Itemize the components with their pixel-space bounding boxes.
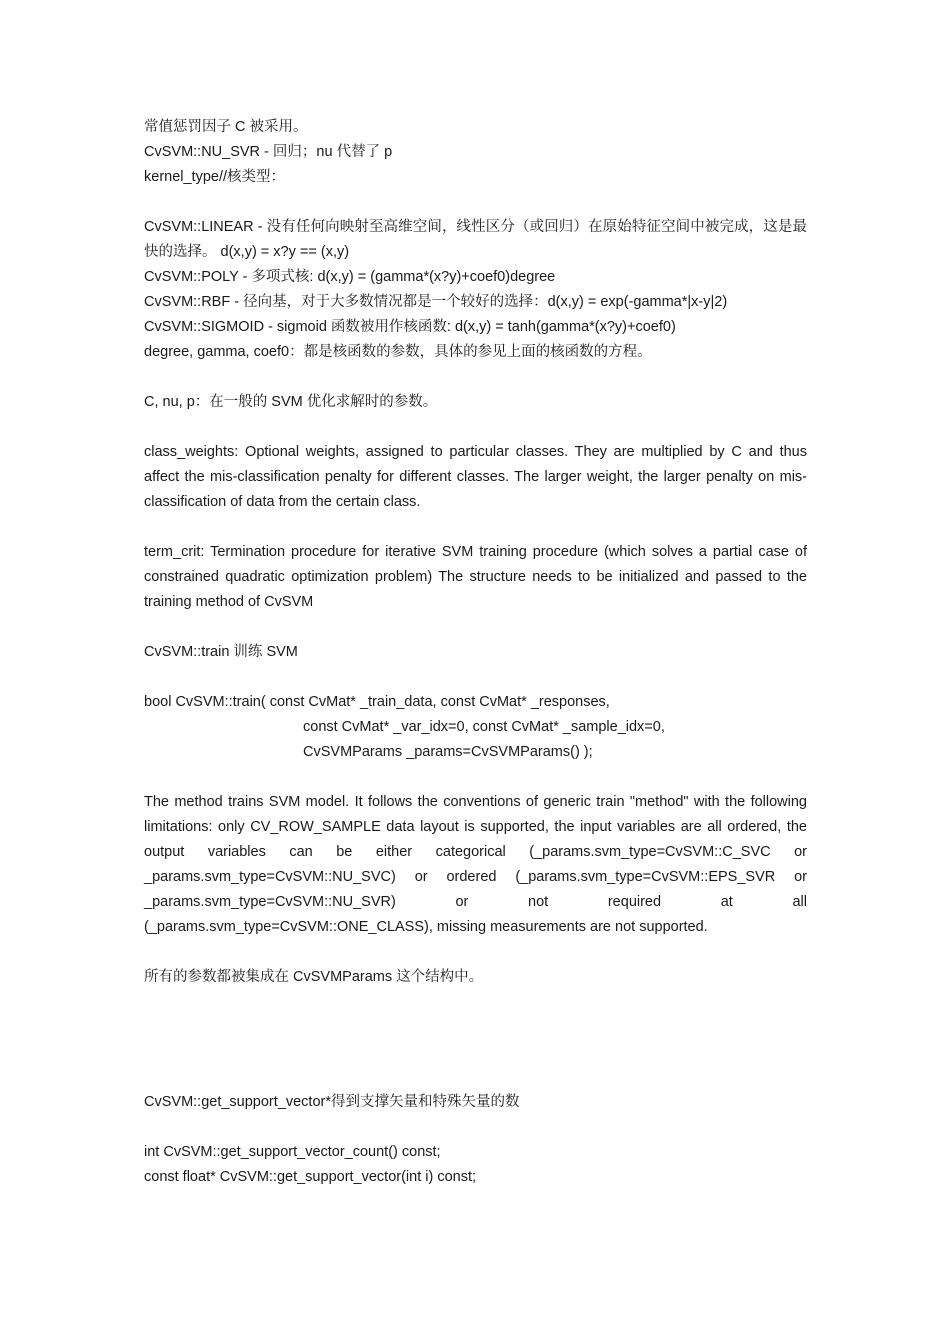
code-line: bool CvSVM::train( const CvMat* _train_data, const CvMat* _responses, bbox=[144, 694, 610, 710]
blank-line bbox=[144, 365, 807, 390]
code-line: const CvMat* _var_idx=0, const CvMat* _sample_idx=0, bbox=[303, 719, 665, 735]
blank-line bbox=[144, 765, 807, 790]
code-line: int CvSVM::get_support_vector_count() const; bbox=[144, 1144, 441, 1160]
code-line: CvSVMParams _params=CvSVMParams() ); bbox=[303, 744, 593, 760]
text-line: 常值惩罚因子 C 被采用。 bbox=[144, 119, 308, 135]
params-struct-line: 所有的参数都被集成在 CvSVMParams 这个结构中。 bbox=[144, 969, 484, 985]
section-heading-train: CvSVM::train 训练 SVM bbox=[144, 644, 298, 660]
blank-space bbox=[144, 990, 807, 1090]
blank-line bbox=[144, 940, 807, 965]
kernel-rbf-line: CvSVM::RBF - 径向基，对于大多数情况都是一个较好的选择：d(x,y) = exp(-gamma*|x-y|2) bbox=[144, 294, 728, 310]
blank-line bbox=[144, 665, 807, 690]
kernel-sigmoid-line: CvSVM::SIGMOID - sigmoid 函数被用作核函数: d(x,y) = tanh(gamma*(x?y)+coef0) bbox=[144, 319, 676, 335]
blank-line bbox=[144, 190, 807, 215]
text-line: kernel_type//核类型： bbox=[144, 169, 286, 185]
section-heading-support-vector: CvSVM::get_support_vector*得到支撑矢量和特殊矢量的数 bbox=[144, 1094, 520, 1110]
svm-params-line: C, nu, p：在一般的 SVM 优化求解时的参数。 bbox=[144, 394, 438, 410]
document-content bbox=[144, 115, 807, 1190]
text-line: CvSVM::NU_SVR - 回归；nu 代替了 p bbox=[144, 144, 393, 160]
kernel-poly-line: CvSVM::POLY - 多项式核: d(x,y) = (gamma*(x?y)+coef0)degree bbox=[144, 269, 556, 285]
blank-line bbox=[144, 615, 807, 640]
term-crit-paragraph: term_crit: Termination procedure for iterative SVM training procedure (which solves a partial case of constrained quadratic optimization problem) The structure needs to be initialized and passed to the training method of CvSVM bbox=[144, 544, 807, 610]
train-method-paragraph: The method trains SVM model. It follows the conventions of generic train "method" with the following limitations: only CV_ROW_SAMPLE data layout is supported, the input variables are all ordered, the output variables can be either categorical (_params.svm_type=CvSVM::C_SVC or _params.svm_type=CvSVM::NU_SVC) or ordered (_params.svm_type=CvSVM::EPS_SVR or _params.svm_type=CvSVM::NU_SVR) or not required at all (_params.svm_type=CvSVM::ONE_CLASS), missing measurements are not supported. bbox=[144, 794, 807, 935]
blank-line bbox=[144, 1115, 807, 1140]
blank-line bbox=[144, 515, 807, 540]
code-line: const float* CvSVM::get_support_vector(int i) const; bbox=[144, 1169, 477, 1185]
kernel-linear-paragraph: CvSVM::LINEAR - 没有任何向映射至高维空间，线性区分（或回归）在原始特征空间中被完成，这是最快的选择。 d(x,y) = x?y == (x,y) bbox=[144, 219, 807, 260]
kernel-params-line: degree, gamma, coef0：都是核函数的参数，具体的参见上面的核函数的方程。 bbox=[144, 344, 652, 360]
blank-line bbox=[144, 415, 807, 440]
class-weights-paragraph: class_weights: Optional weights, assigned to particular classes. They are multiplied by C and thus affect the mis-classification penalty for different classes. The larger weight, the larger penalty on mis-classification of data from the certain class. bbox=[144, 444, 807, 510]
